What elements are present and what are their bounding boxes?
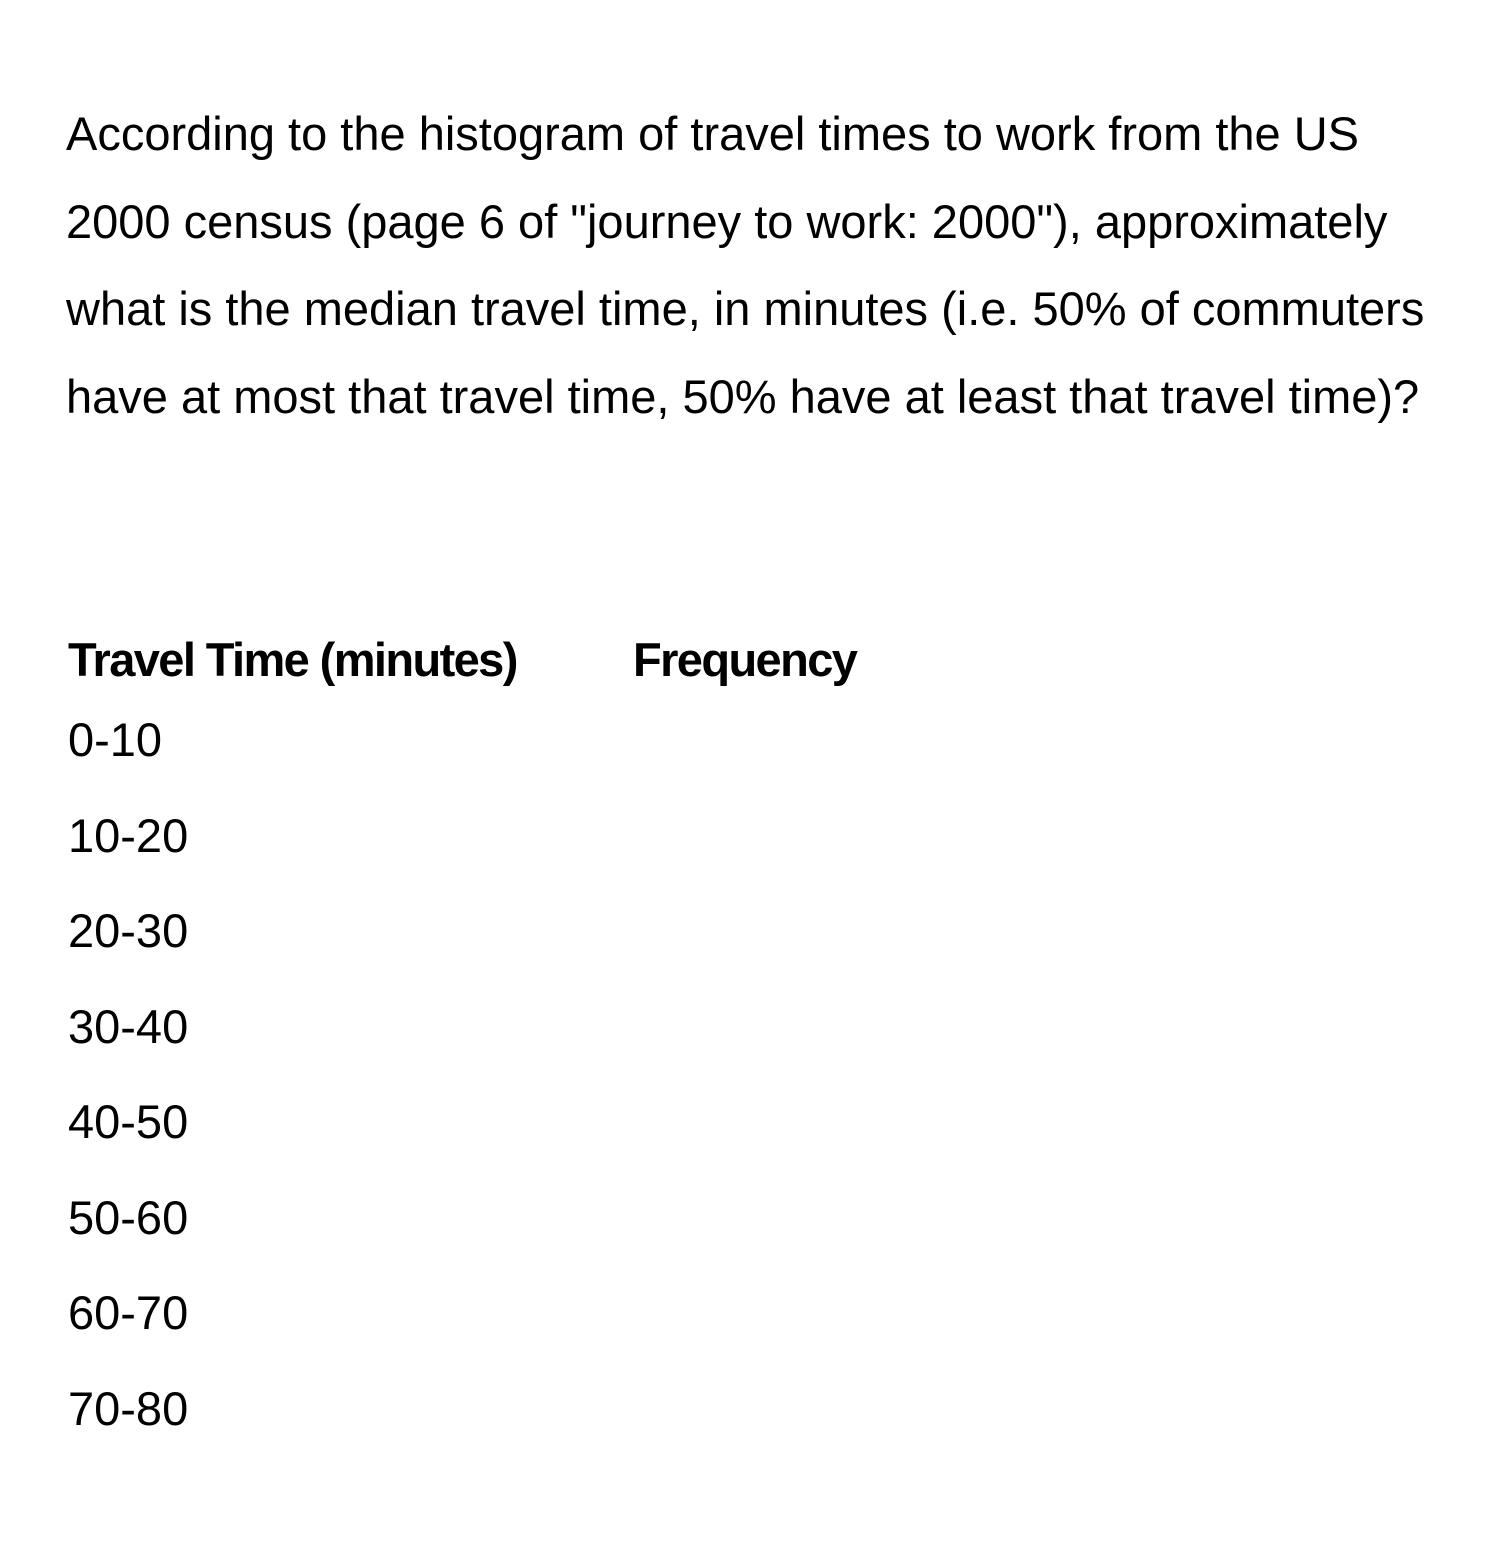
cell-frequency bbox=[633, 1074, 968, 1170]
table-row bbox=[68, 1074, 968, 1170]
question-text: According to the histogram of travel times to work from the US 2000 census (page 6 of "journey to work: 2000"), approximately what is the median travel time, in minutes (i.e. 50% of commuters have at most that travel time, 50% have at least that travel time)? bbox=[66, 107, 1425, 423]
cell-travel-time: 70-80 bbox=[68, 1381, 189, 1435]
cell-travel-time: 0-10 bbox=[68, 713, 163, 767]
cell-travel-time: 30-40 bbox=[68, 999, 189, 1053]
cell-frequency bbox=[633, 979, 968, 1075]
cell-frequency bbox=[633, 1170, 968, 1266]
cell-frequency bbox=[633, 788, 968, 884]
table-header-row bbox=[68, 626, 968, 692]
table-row bbox=[68, 1170, 968, 1266]
cell-travel-time: 10-20 bbox=[68, 808, 189, 862]
table-row bbox=[68, 1265, 968, 1361]
table-row bbox=[68, 788, 968, 884]
table-row bbox=[68, 883, 968, 979]
cell-frequency bbox=[633, 692, 968, 788]
cell-travel-time: 50-60 bbox=[68, 1190, 189, 1244]
header-frequency: Frequency bbox=[633, 632, 857, 686]
cell-travel-time: 40-50 bbox=[68, 1095, 189, 1149]
header-travel-time: Travel Time (minutes) bbox=[68, 632, 517, 686]
cell-travel-time: 20-30 bbox=[68, 904, 189, 958]
table-row bbox=[68, 1361, 968, 1457]
cell-frequency bbox=[633, 883, 968, 979]
table-row bbox=[68, 979, 968, 1075]
cell-frequency bbox=[633, 1265, 968, 1361]
cell-travel-time: 60-70 bbox=[68, 1286, 189, 1340]
travel-time-table bbox=[68, 626, 968, 1456]
cell-frequency bbox=[633, 1361, 968, 1457]
table-row bbox=[68, 692, 968, 788]
